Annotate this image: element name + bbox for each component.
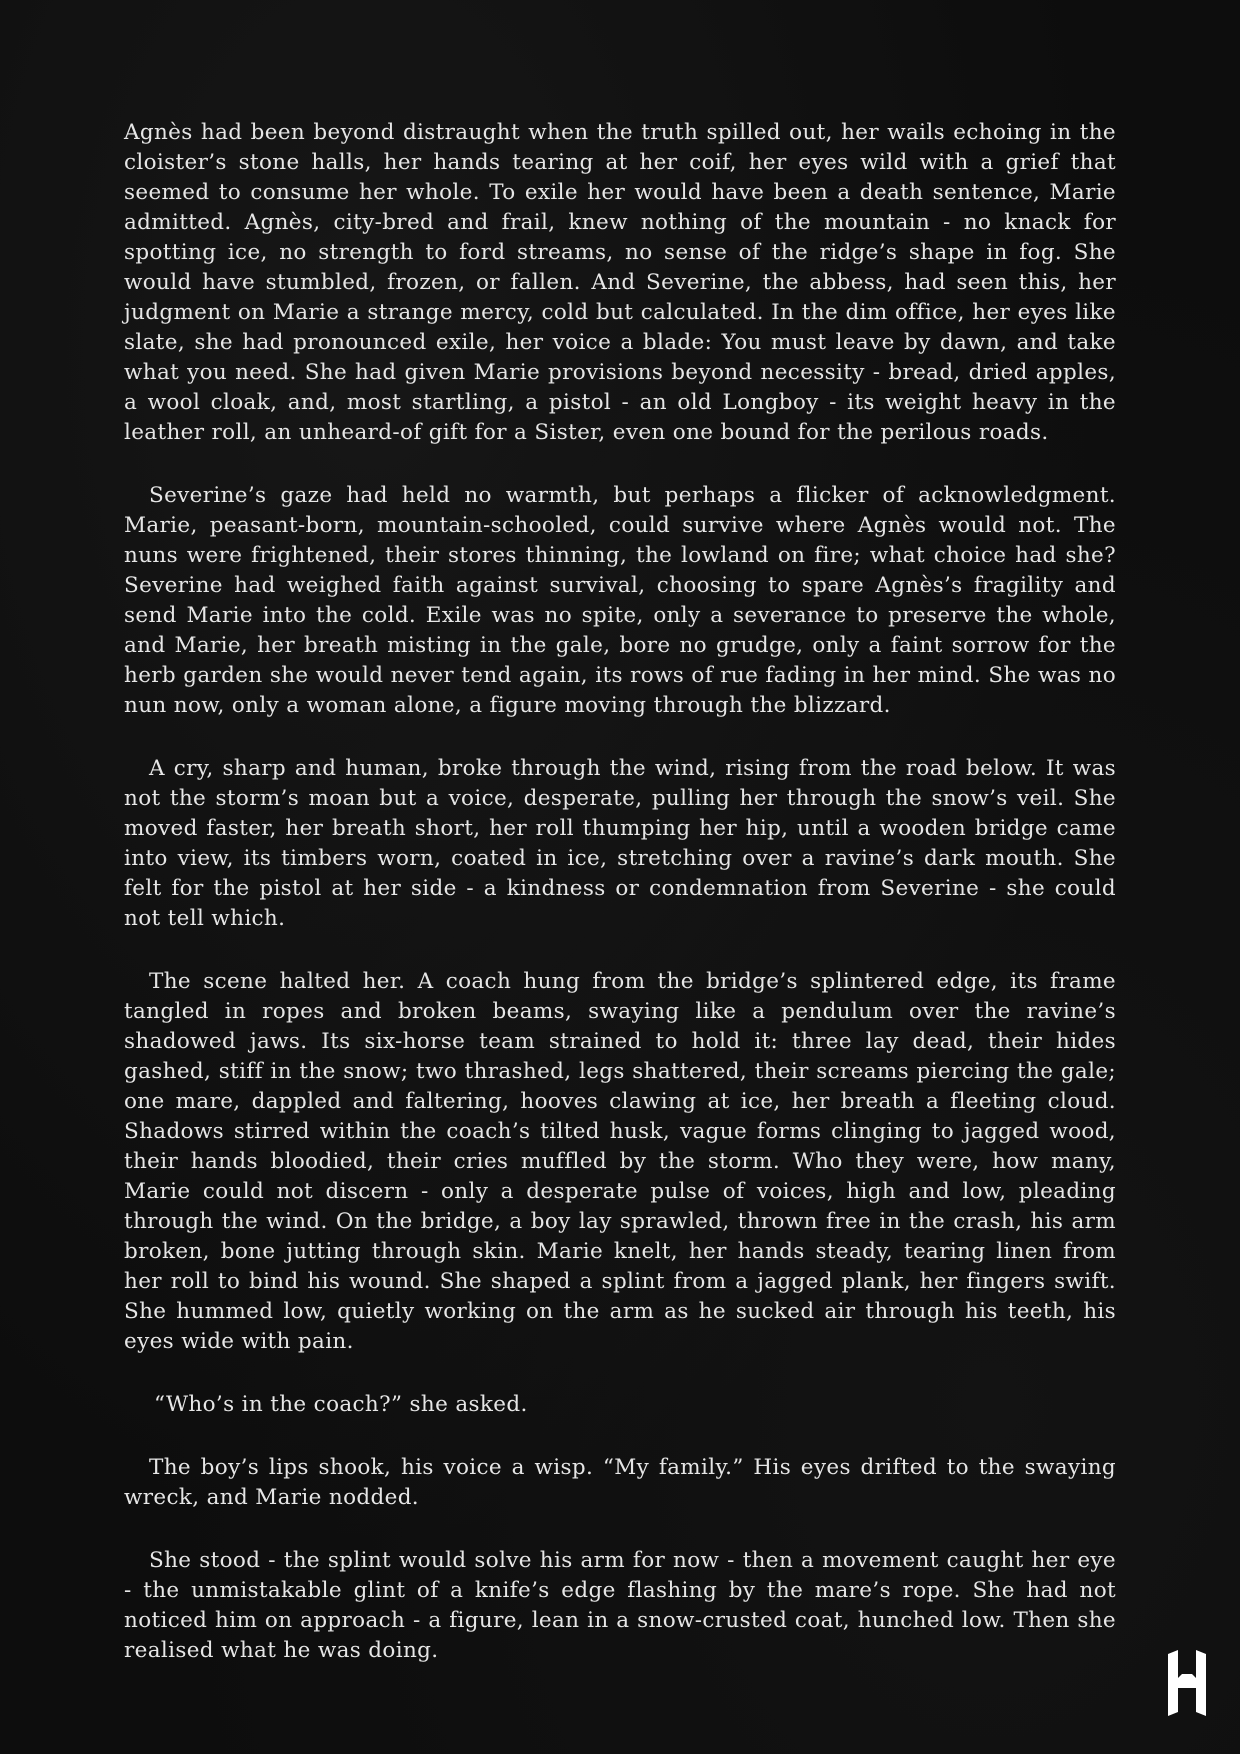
paragraph-6: The boy’s lips shook, his voice a wisp. “My family.” His eyes drifted to the swaying wreck, and Marie nodded. [124, 1455, 1116, 1510]
story-text [124, 118, 1116, 1699]
paragraph-3: A cry, sharp and human, broke through the wind, rising from the road below. It was not the storm’s moan but a voice, desperate, pulling her through the snow’s veil. She moved faster, her breath short, her roll thumping her hip, until a wooden bridge came into view, its timbers worn, coated in ice, stretching over a ravine’s dark mouth. She felt for the pistol at her side - a kindness or condemnation from Severine - she could not tell which. [124, 756, 1116, 931]
paragraph-7: She stood - the splint would solve his arm for now - then a movement caught her eye - the unmistakable glint of a knife’s edge flashing by the mare’s rope. She had not noticed him on approach - a figure, lean in a snow-crusted coat, hunched low. Then she realised what he was doing. [124, 1548, 1116, 1663]
h-monogram-logo-icon [1166, 1650, 1208, 1716]
paragraph-4: The scene halted her. A coach hung from the bridge’s splintered edge, its frame tangled in ropes and broken beams, swaying like a pendulum over the ravine’s shadowed jaws. Its six-horse team strained to hold it: three lay dead, their hides gashed, stiff in the snow; two thrashed, legs shattered, their screams piercing the gale; one mare, dappled and faltering, hooves clawing at ice, her breath a fleeting cloud. Shadows stirred within the coach’s tilted husk, vague forms clinging to jagged wood, their hands bloodied, their cries muffled by the storm. Who they were, how many, Marie could not discern - only a desperate pulse of voices, high and low, pleading through the wind. On the bridge, a boy lay sprawled, thrown free in the crash, his arm broken, bone jutting through skin. Marie knelt, her hands steady, tearing linen from her roll to bind his wound. She shaped a splint from a jagged plank, her fingers swift. She hummed low, quietly working on the arm as he sucked air through his teeth, his eyes wide with pain. [124, 969, 1116, 1354]
paragraph-2: Severine’s gaze had held no warmth, but perhaps a flicker of acknowledgment. Marie, peasant-born, mountain-schooled, could survive where Agnès would not. The nuns were frightened, their stores thinning, the lowland on fire; what choice had she? Severine had weighed faith against survival, choosing to spare Agnès’s fragility and send Marie into the cold. Exile was no spite, only a severance to preserve the whole, and Marie, her breath misting in the gale, bore no grudge, only a faint sorrow for the herb garden she would never tend again, its rows of rue fading in her mind. She was no nun now, only a woman alone, a figure moving through the blizzard. [124, 483, 1116, 718]
paragraph-5: “Who’s in the coach?” she asked. [154, 1392, 528, 1417]
paragraph-1: Agnès had been beyond distraught when the truth spilled out, her wails echoing in the cloister’s stone halls, her hands tearing at her coif, her eyes wild with a grief that seemed to consume her whole. To exile her would have been a death sentence, Marie admitted. Agnès, city-bred and frail, knew nothing of the mountain - no knack for spotting ice, no strength to ford streams, no sense of the ridge’s shape in fog. She would have stumbled, frozen, or fallen. And Severine, the abbess, had seen this, her judgment on Marie a strange mercy, cold but calculated. In the dim office, her eyes like slate, she had pronounced exile, her voice a blade: You must leave by dawn, and take what you need. She had given Marie provisions beyond necessity - bread, dried apples, a wool cloak, and, most startling, a pistol - an old Longboy - its weight heavy in the leather roll, an unheard-of gift for a Sister, even one bound for the perilous roads. [124, 120, 1116, 445]
